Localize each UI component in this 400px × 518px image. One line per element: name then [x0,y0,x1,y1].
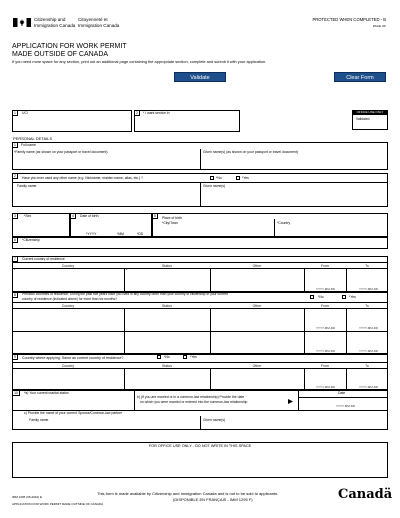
divider [12,302,388,303]
divider [12,368,388,369]
sex-label: *Sex [24,213,32,218]
other-name-no-label: *No [216,176,222,180]
office-use-validated: Validated [356,116,370,121]
divider [304,368,305,390]
citizenship-number: 6 [12,237,18,243]
previous-countries-yes-checkbox[interactable] [342,295,346,299]
uci-number: 1 [12,110,18,116]
residence-to-date: YYYY-MM-DD [359,286,379,291]
office-only-label: FOR OFFICE USE ONLY - DO NOT WRITE IN THIS SPACE [148,444,252,448]
office-use-title: OFFICE USE ONLY [352,110,388,115]
divider [12,362,388,363]
divider [346,308,347,354]
footer-note: This form is made available by Citizenship and Immigration Canada and is not to be sold to applicants. [97,491,279,496]
divider [124,268,128,292]
gov-fr-line2: Immigration Canada [78,22,120,28]
apply-col-status: Status [162,363,172,368]
dob-mm-label: *MM [117,232,124,236]
family-name-label: *Family name (as shown on your passport or travel document) [14,150,108,154]
country-applying-yes-label: *Yes [190,355,197,359]
divider [210,308,211,354]
divider [274,219,275,237]
other-name-number: 2 [12,173,18,179]
previous-countries-number: 8 [12,292,18,298]
country-applying-question: Country where applying: Same as current country of residence? [22,356,124,360]
gov-en-line2: Immigration Canada [34,22,76,28]
previous-countries-q2: country of residence (indicated above) for more than six months? [22,296,117,301]
residence-number: 7 [12,256,18,262]
apply-col-country: Country [61,363,75,368]
pob-number: 5 [152,213,158,219]
country-applying-no-label: *No [164,355,170,359]
apply-to-date: YYYY-MM-DD [359,384,379,389]
spouse-given-label: Given name(s) [203,417,226,422]
country-applying-yes-checkbox[interactable] [183,355,187,359]
col-status: Status [162,263,172,268]
marriage-date-value: YYYY-MM-DD [336,404,356,408]
divider [134,390,135,410]
other-given-label: Given name(s) [203,184,226,188]
divider [298,397,388,398]
prev1-to-date: YYYY-MM-DD [359,325,379,330]
other-name-yes-label: *Yes [242,176,249,180]
divider [200,416,201,430]
prev-col-from: From [320,303,330,308]
divider [124,368,125,390]
service-label: * I want service in [143,110,170,115]
other-family-label: Family name [17,184,37,188]
divider [210,368,211,390]
divider [346,268,347,292]
footer-form-name: APPLICATION FOR WORK PERMIT MADE OUTSIDE OF CANADA [12,502,104,506]
spouse-family-label: Family name [29,417,49,422]
residence-from-date: YYYY-MM-DD [316,286,336,291]
validate-button[interactable]: Validate [174,72,226,82]
residence-country-required: * [14,268,16,272]
apply-from-date: YYYY-MM-DD [316,384,336,389]
footer-french: (DISPONIBLE EN FRANÇAIS - IMM 1295 F) [173,497,253,502]
col-country: Country [61,263,75,268]
col-to: To [365,263,369,268]
form-title-line1: APPLICATION FOR WORK PERMIT [12,43,127,50]
prev2-from-date: YYYY-MM-DD [316,348,336,353]
apply-col-from: From [320,363,330,368]
residence-label: Current country of residence [22,256,65,261]
spouse-name-label: c) Provide the name of your current Spouse/Common-law partner [24,410,123,415]
prev1-from-date: YYYY-MM-DD [316,325,336,330]
pob-country-label: *Country [277,221,291,225]
apply-col-other: Other [252,363,262,368]
form-title-line2: MADE OUTSIDE OF CANADA [12,51,109,58]
sex-number: 3 [12,213,18,219]
uci-field[interactable] [12,110,132,132]
arrow-right-icon [288,399,293,404]
country-applying-no-checkbox[interactable] [157,355,161,359]
full-name-label: Full name [21,142,36,147]
canada-flag-icon [13,18,31,27]
col-from: From [320,263,330,268]
footer-form-number: IMM 1295 (05-2010) E [12,495,43,499]
divider [200,149,201,170]
divider [12,182,388,183]
divider [304,268,305,292]
clear-form-button[interactable]: Clear Form [334,72,386,82]
marital-number: 10 [12,390,20,396]
divider [298,390,299,410]
gov-en-line1: Citizenship and [34,17,66,22]
divider [12,262,388,263]
divider [12,308,388,309]
sex-field[interactable] [12,213,70,237]
marriage-date-heading: Date [338,391,346,395]
personal-details-heading: PERSONAL DETAILS [13,136,53,141]
residence-status-required: * [126,268,128,272]
other-name-no-checkbox[interactable] [210,176,214,180]
page-of-label: PAGE OF [372,23,386,28]
divider [200,182,201,207]
instructions-text: If you need more space for any section, print out an additional page containing the appropriate section, complete and submit it with your application. [12,59,267,64]
col-other: Other [252,263,262,268]
previous-countries-no-checkbox[interactable] [310,295,314,299]
country-applying-number: 9 [12,354,18,360]
previous-countries-no-label: *No [318,295,324,299]
dob-label: Date of birth [80,213,99,218]
pob-label: Place of birth [162,215,182,220]
given-name-label: Given name(s) (as shown on your passport or travel document) [203,150,298,154]
divider [124,308,125,354]
apply-col-to: To [365,363,369,368]
other-name-yes-checkbox[interactable] [236,176,240,180]
gov-fr-line1: Citoyenneté et [78,17,108,22]
pob-field[interactable] [152,213,388,237]
marriage-date-label1: b) (If you are married or in a common-law relationship) Provide the date [137,395,245,399]
marital-status-label: *a) Your current marital status [24,391,69,395]
previous-countries-q1: Previous countries of residence: During the past five years have you lived in any country other than your country of citizenship or your current [22,292,228,296]
full-name-number: 1 [12,142,18,148]
prev-col-to: To [365,303,369,308]
divider [12,331,388,332]
prev-col-country: Country [61,303,75,308]
canada-wordmark: Canadä [338,487,393,502]
protected-label: PROTECTED WHEN COMPLETED - B [312,17,386,22]
service-number: 2 [134,110,140,116]
prev2-to-date: YYYY-MM-DD [359,348,379,353]
dob-dd-label: *DD [137,232,144,236]
citizenship-label: *Citizenship [22,238,40,242]
divider [12,268,388,269]
dob-yyyy-label: *YYYY [86,232,97,236]
divider [304,308,305,354]
divider [210,268,211,292]
previous-countries-yes-label: *Yes [349,295,356,299]
marriage-date-label2: on which you were married or entered into the common-law relationship [140,400,248,404]
dob-number: 4 [70,213,76,219]
prev-col-status: Status [162,303,172,308]
other-name-question: Have you ever used any other name (e.g. Nickname, maiden name, alias, etc.) ? [22,176,143,180]
prev-col-other: Other [252,303,262,308]
pob-city-label: *City/Town [162,220,179,225]
uci-label: UCI [22,110,28,115]
citizenship-field[interactable] [12,237,388,249]
divider [346,368,347,390]
